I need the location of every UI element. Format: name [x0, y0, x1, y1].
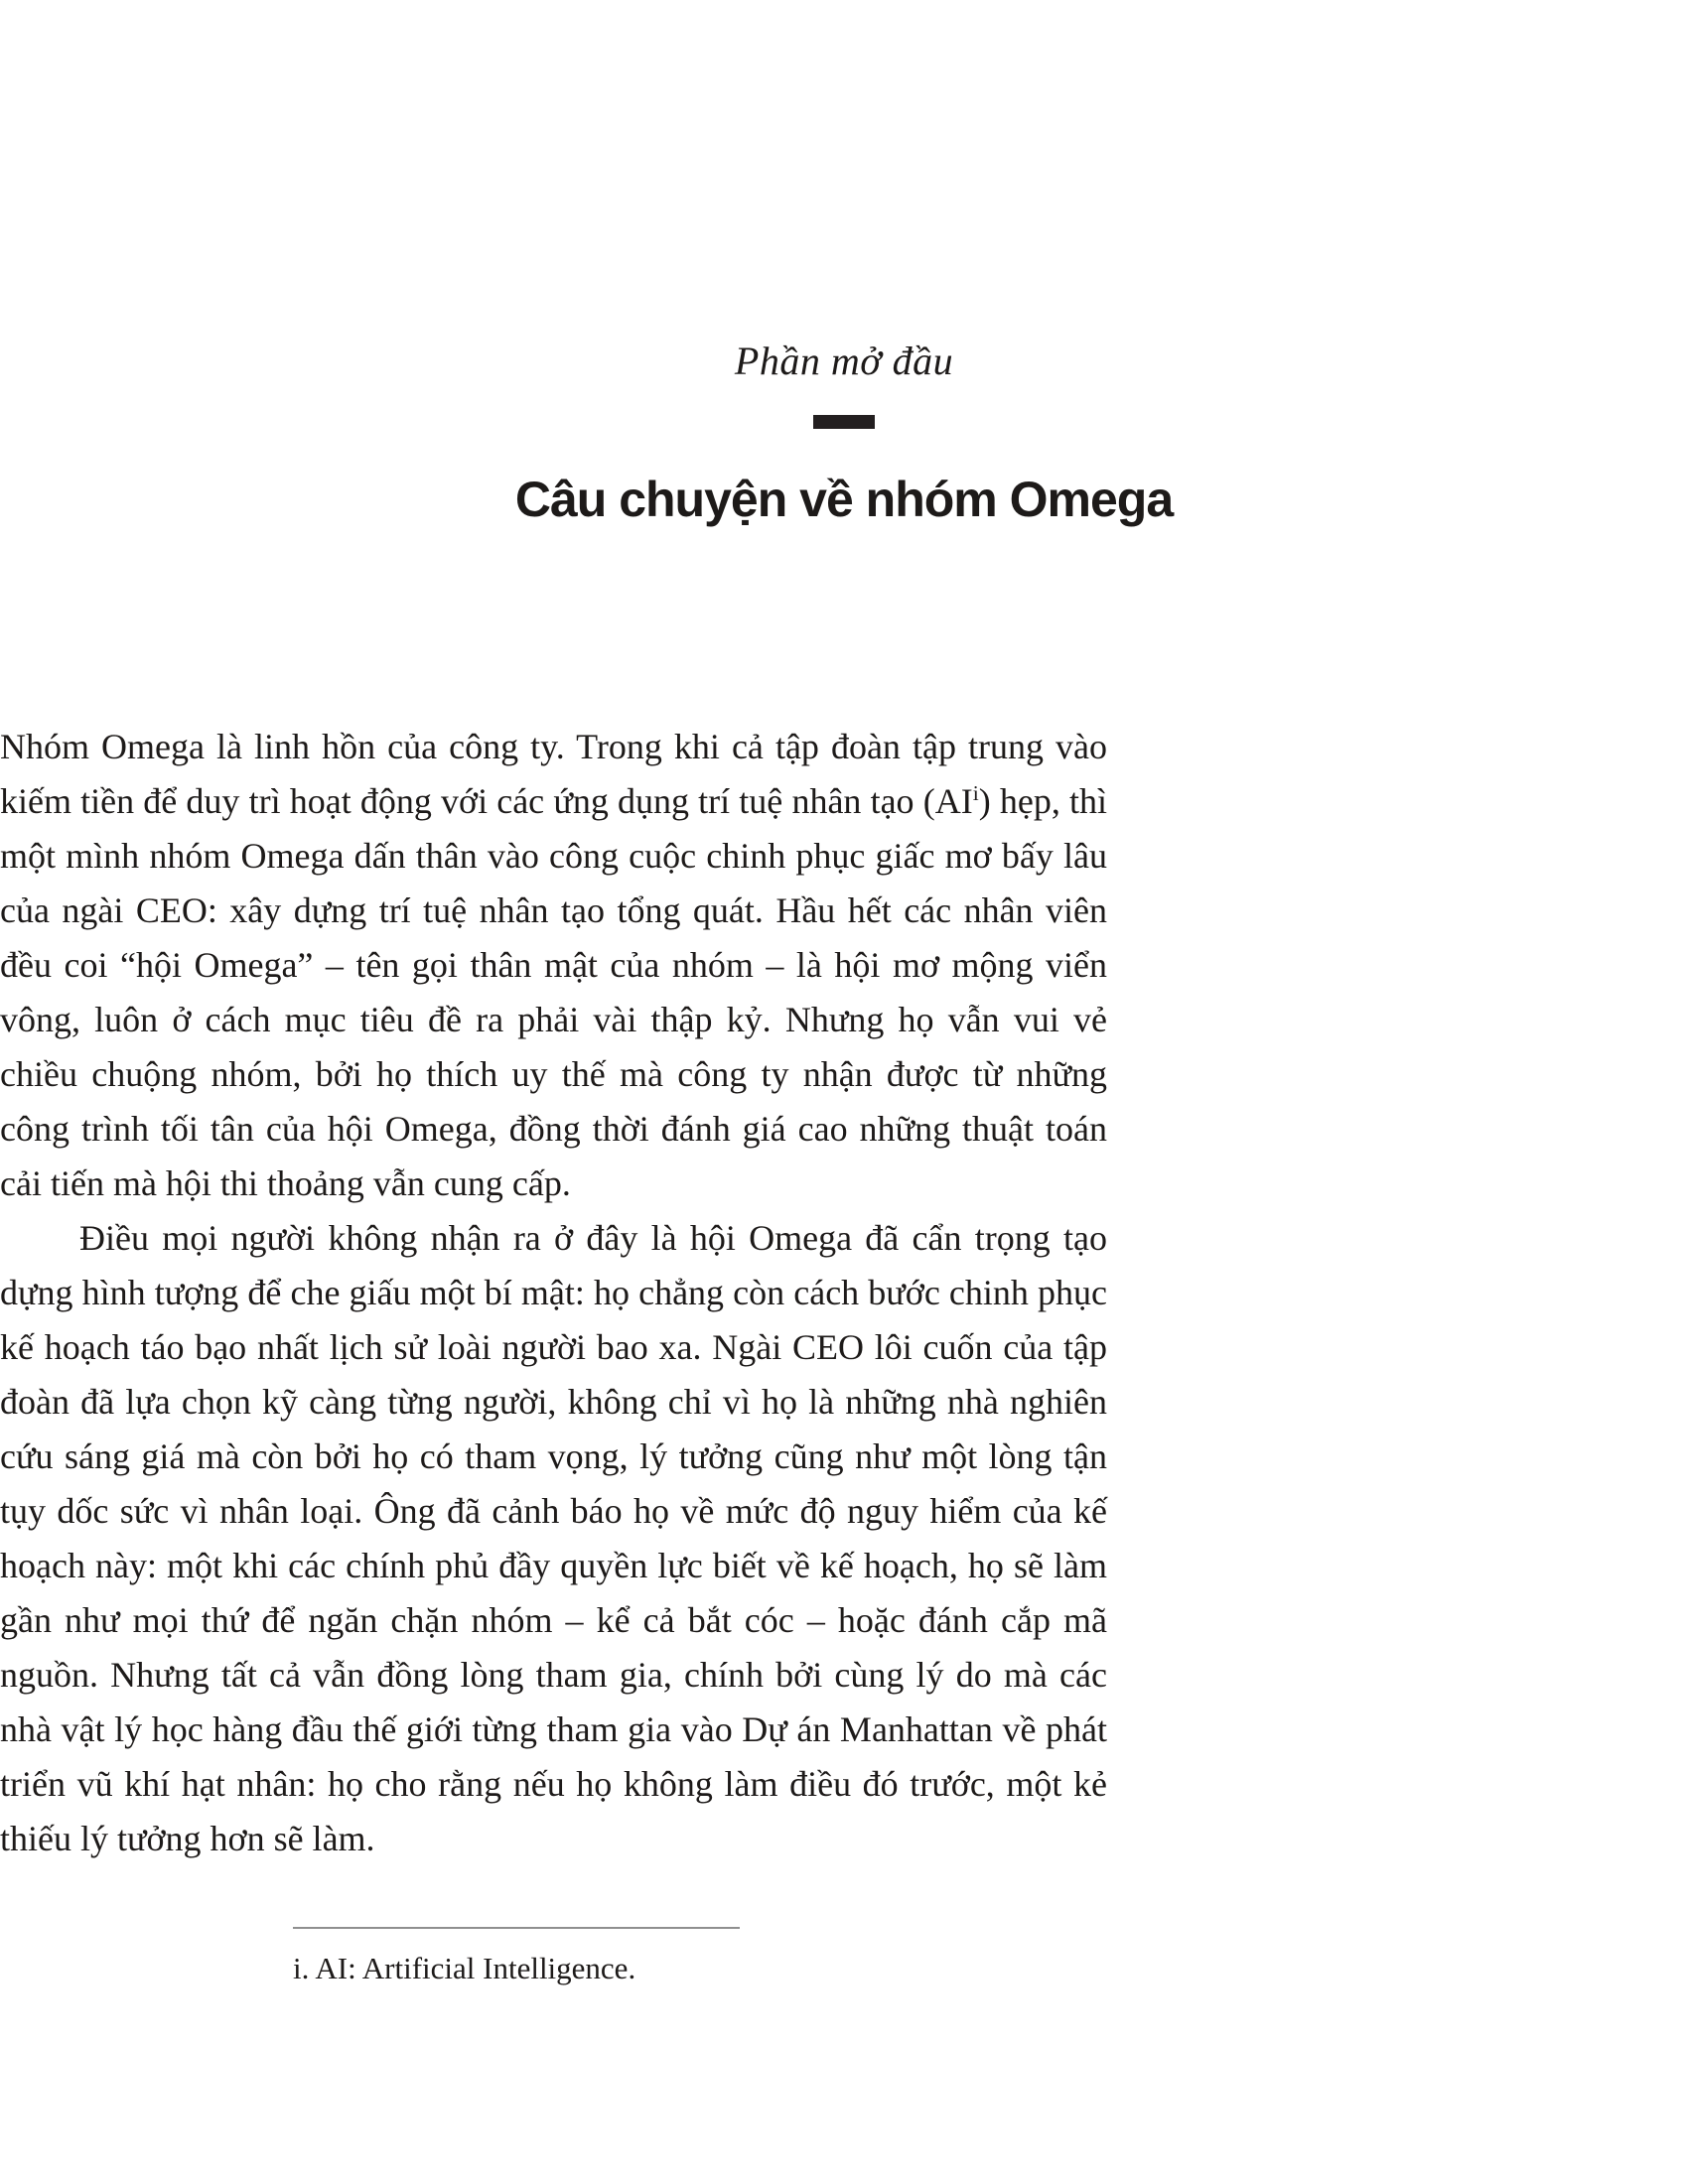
- paragraph-1-text-end: ) hẹp, thì một mình nhóm Omega dấn thân vào công cuộc chinh phục giấc mơ bấy lâu của ngài CEO: xây dựng trí tuệ nhân tạo tổng quát. Hầu hết các nhân viên đều coi “hội Omega” – tên gọi thân mật của nhóm – là hội mơ mộng viển vông, luôn ở cách mục tiêu đề ra phải vài thập kỷ. Nhưng họ vẫn vui vẻ chiều chuộng nhóm, bởi họ thích uy thế mà công ty nhận được từ những công trình tối tân của hội Omega, đồng thời đánh giá cao những thuật toán cải tiến mà hội thi thoảng vẫn cung cấp.: [0, 781, 1107, 1203]
- footnote-reference: i: [972, 781, 979, 805]
- section-divider-bar: [813, 415, 875, 429]
- footnote-text: i. AI: Artificial Intelligence.: [293, 1951, 636, 1985]
- paragraph-2: Điều mọi người không nhận ra ở đây là hội Omega đã cẩn trọng tạo dựng hình tượng để che giấu một bí mật: họ chẳng còn cách bước chinh phục kế hoạch táo bạo nhất lịch sử loài người bao xa. Ngài CEO lôi cuốn của tập đoàn đã lựa chọn kỹ càng từng người, không chỉ vì họ là những nhà nghiên cứu sáng giá mà còn bởi họ có tham vọng, lý tưởng cũng như một lòng tận tụy dốc sức vì nhân loại. Ông đã cảnh báo họ về mức độ nguy hiểm của kế hoạch này: một khi các chính phủ đầy quyền lực biết về kế hoạch, họ sẽ làm gần như mọi thứ để ngăn chặn nhóm – kể cả bắt cóc – hoặc đánh cắp mã nguồn. Nhưng tất cả vẫn đồng lòng tham gia, chính bởi cùng lý do mà các nhà vật lý học hàng đầu thế giới từng tham gia vào Dự án Manhattan về phát triển vũ khí hạt nhân: họ cho rằng nếu họ không làm điều đó trước, một kẻ thiếu lý tưởng hơn sẽ làm.: [0, 1218, 1107, 1858]
- footnote-divider-rule: [293, 1927, 740, 1929]
- body-text: [0, 720, 1107, 1866]
- paragraph-1-text-start: Nhóm Omega là linh hồn của công ty. Trong khi cả tập đoàn tập trung vào kiếm tiền để duy trì hoạt động với các ứng dụng trí tuệ nhân tạo (AI: [0, 727, 1107, 821]
- chapter-title: Câu chuyện về nhóm Omega: [514, 472, 1174, 527]
- paragraph-1: [0, 720, 1107, 1211]
- section-label: Phần mở đầu: [734, 339, 954, 383]
